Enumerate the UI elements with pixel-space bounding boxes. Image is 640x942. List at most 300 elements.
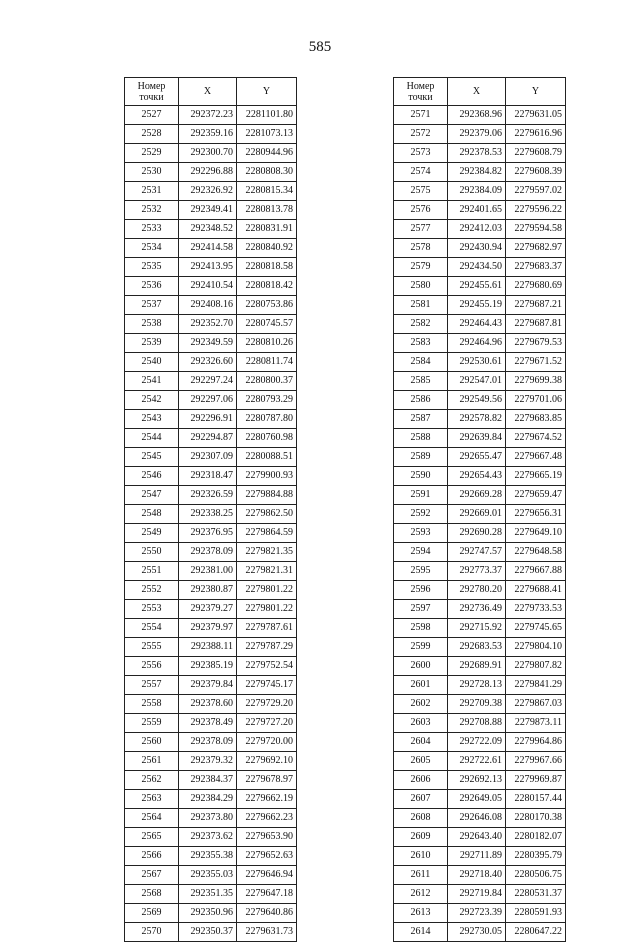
table-row: [394, 201, 566, 220]
y-coordinate-cell: 2280818.42: [237, 277, 297, 296]
table-header-row: [125, 78, 297, 106]
point-number-cell: 2564: [125, 809, 179, 828]
x-coordinate-cell: 292338.25: [179, 505, 237, 524]
y-coordinate-cell: 2279648.58: [506, 543, 566, 562]
point-number-cell: 2581: [394, 296, 448, 315]
table-row: [394, 372, 566, 391]
point-number-cell: 2589: [394, 448, 448, 467]
table-row: [125, 315, 297, 334]
y-coordinate-cell: 2279683.37: [506, 258, 566, 277]
table-row: [394, 581, 566, 600]
y-coordinate-cell: 2280753.86: [237, 296, 297, 315]
point-number-cell: 2584: [394, 353, 448, 372]
x-coordinate-cell: 292297.24: [179, 372, 237, 391]
x-coordinate-cell: 292300.70: [179, 144, 237, 163]
y-coordinate-cell: 2280810.26: [237, 334, 297, 353]
x-coordinate-cell: 292464.96: [448, 334, 506, 353]
point-number-cell: 2563: [125, 790, 179, 809]
table-row: [394, 410, 566, 429]
table-row: [125, 885, 297, 904]
x-coordinate-cell: 292669.01: [448, 505, 506, 524]
point-number-cell: 2558: [125, 695, 179, 714]
table-row: [394, 448, 566, 467]
table-row: [125, 391, 297, 410]
x-coordinate-cell: 292728.13: [448, 676, 506, 695]
y-coordinate-cell: 2279596.22: [506, 201, 566, 220]
y-coordinate-cell: 2279608.39: [506, 163, 566, 182]
x-coordinate-cell: 292711.89: [448, 847, 506, 866]
table-row: [394, 885, 566, 904]
y-coordinate-cell: 2280182.07: [506, 828, 566, 847]
point-number-cell: 2555: [125, 638, 179, 657]
table-row: [394, 239, 566, 258]
y-coordinate-cell: 2279964.86: [506, 733, 566, 752]
y-coordinate-cell: 2279733.53: [506, 600, 566, 619]
point-number-cell: 2568: [125, 885, 179, 904]
y-coordinate-cell: 2279864.59: [237, 524, 297, 543]
point-number-cell: 2595: [394, 562, 448, 581]
header-point-number: Номер точки: [125, 78, 179, 106]
table-row: [394, 866, 566, 885]
point-number-cell: 2552: [125, 581, 179, 600]
x-coordinate-cell: 292719.84: [448, 885, 506, 904]
table-row: [394, 467, 566, 486]
point-number-cell: 2575: [394, 182, 448, 201]
point-number-cell: 2540: [125, 353, 179, 372]
point-number-cell: 2538: [125, 315, 179, 334]
table-row: [394, 676, 566, 695]
point-number-cell: 2608: [394, 809, 448, 828]
y-coordinate-cell: 2279745.65: [506, 619, 566, 638]
table-row: [394, 790, 566, 809]
table-row: [125, 486, 297, 505]
table-row: [394, 600, 566, 619]
point-number-cell: 2565: [125, 828, 179, 847]
point-number-cell: 2606: [394, 771, 448, 790]
x-coordinate-cell: 292294.87: [179, 429, 237, 448]
table-row: [394, 144, 566, 163]
x-coordinate-cell: 292380.87: [179, 581, 237, 600]
table-row: [125, 106, 297, 125]
y-coordinate-cell: 2280088.51: [237, 448, 297, 467]
y-coordinate-cell: 2279821.35: [237, 543, 297, 562]
x-coordinate-cell: 292384.82: [448, 163, 506, 182]
x-coordinate-cell: 292578.82: [448, 410, 506, 429]
x-coordinate-cell: 292692.13: [448, 771, 506, 790]
table-row: [125, 296, 297, 315]
table-row: [394, 429, 566, 448]
x-coordinate-cell: 292384.37: [179, 771, 237, 790]
point-number-cell: 2580: [394, 277, 448, 296]
y-coordinate-cell: 2280815.34: [237, 182, 297, 201]
x-coordinate-cell: 292351.35: [179, 885, 237, 904]
x-coordinate-cell: 292378.53: [448, 144, 506, 163]
x-coordinate-cell: 292373.62: [179, 828, 237, 847]
y-coordinate-cell: 2280506.75: [506, 866, 566, 885]
point-number-cell: 2530: [125, 163, 179, 182]
point-number-cell: 2599: [394, 638, 448, 657]
y-coordinate-cell: 2279646.94: [237, 866, 297, 885]
x-coordinate-cell: 292646.08: [448, 809, 506, 828]
point-number-cell: 2579: [394, 258, 448, 277]
point-number-cell: 2598: [394, 619, 448, 638]
table-row: [394, 334, 566, 353]
x-coordinate-cell: 292379.97: [179, 619, 237, 638]
x-coordinate-cell: 292349.59: [179, 334, 237, 353]
table-row: [125, 144, 297, 163]
point-number-cell: 2577: [394, 220, 448, 239]
point-number-cell: 2573: [394, 144, 448, 163]
y-coordinate-cell: 2281073.13: [237, 125, 297, 144]
point-number-cell: 2576: [394, 201, 448, 220]
table-row: [394, 847, 566, 866]
table-row: [125, 790, 297, 809]
table-row: [394, 505, 566, 524]
x-coordinate-cell: 292683.53: [448, 638, 506, 657]
table-row: [125, 638, 297, 657]
y-coordinate-cell: 2279884.88: [237, 486, 297, 505]
x-coordinate-cell: 292773.37: [448, 562, 506, 581]
y-coordinate-cell: 2279683.85: [506, 410, 566, 429]
y-coordinate-cell: 2279616.96: [506, 125, 566, 144]
y-coordinate-cell: 2279631.05: [506, 106, 566, 125]
point-number-cell: 2614: [394, 923, 448, 942]
y-coordinate-cell: 2279656.31: [506, 505, 566, 524]
x-coordinate-cell: 292464.43: [448, 315, 506, 334]
coordinates-table-left: [124, 77, 297, 942]
x-coordinate-cell: 292296.88: [179, 163, 237, 182]
point-number-cell: 2559: [125, 714, 179, 733]
point-number-cell: 2587: [394, 410, 448, 429]
point-number-cell: 2571: [394, 106, 448, 125]
point-number-cell: 2591: [394, 486, 448, 505]
header-y: Y: [506, 78, 566, 106]
point-number-cell: 2536: [125, 277, 179, 296]
y-coordinate-cell: 2279687.21: [506, 296, 566, 315]
point-number-cell: 2586: [394, 391, 448, 410]
table-row: [125, 410, 297, 429]
x-coordinate-cell: 292378.09: [179, 733, 237, 752]
point-number-cell: 2613: [394, 904, 448, 923]
table-row: [125, 923, 297, 942]
table-row: [125, 201, 297, 220]
y-coordinate-cell: 2279873.11: [506, 714, 566, 733]
y-coordinate-cell: 2280840.92: [237, 239, 297, 258]
y-coordinate-cell: 2279631.73: [237, 923, 297, 942]
table-row: [394, 543, 566, 562]
table-row: [394, 315, 566, 334]
x-coordinate-cell: 292379.32: [179, 752, 237, 771]
y-coordinate-cell: 2280395.79: [506, 847, 566, 866]
header-point-number: Номер точки: [394, 78, 448, 106]
y-coordinate-cell: 2280831.91: [237, 220, 297, 239]
x-coordinate-cell: 292350.96: [179, 904, 237, 923]
y-coordinate-cell: 2279801.22: [237, 600, 297, 619]
point-number-cell: 2546: [125, 467, 179, 486]
table-row: [394, 277, 566, 296]
y-coordinate-cell: 2280531.37: [506, 885, 566, 904]
y-coordinate-cell: 2279900.93: [237, 467, 297, 486]
y-coordinate-cell: 2281101.80: [237, 106, 297, 125]
header-x: X: [179, 78, 237, 106]
table-row: [394, 182, 566, 201]
point-number-cell: 2543: [125, 410, 179, 429]
x-coordinate-cell: 292718.40: [448, 866, 506, 885]
table-row: [125, 904, 297, 923]
table-row: [394, 258, 566, 277]
x-coordinate-cell: 292780.20: [448, 581, 506, 600]
table-row: [394, 714, 566, 733]
x-coordinate-cell: 292655.47: [448, 448, 506, 467]
table-row: [125, 163, 297, 182]
x-coordinate-cell: 292349.41: [179, 201, 237, 220]
point-number-cell: 2547: [125, 486, 179, 505]
point-number-cell: 2561: [125, 752, 179, 771]
table-row: [125, 220, 297, 239]
point-number-cell: 2545: [125, 448, 179, 467]
y-coordinate-cell: 2279787.29: [237, 638, 297, 657]
table-row: [394, 695, 566, 714]
point-number-cell: 2578: [394, 239, 448, 258]
x-coordinate-cell: 292410.54: [179, 277, 237, 296]
x-coordinate-cell: 292654.43: [448, 467, 506, 486]
x-coordinate-cell: 292326.60: [179, 353, 237, 372]
y-coordinate-cell: 2279678.97: [237, 771, 297, 790]
x-coordinate-cell: 292455.19: [448, 296, 506, 315]
table-row: [125, 733, 297, 752]
table-row: [125, 505, 297, 524]
y-coordinate-cell: 2279801.22: [237, 581, 297, 600]
x-coordinate-cell: 292297.06: [179, 391, 237, 410]
x-coordinate-cell: 292715.92: [448, 619, 506, 638]
y-coordinate-cell: 2279647.18: [237, 885, 297, 904]
x-coordinate-cell: 292372.23: [179, 106, 237, 125]
coordinates-table-right: [393, 77, 566, 942]
x-coordinate-cell: 292547.01: [448, 372, 506, 391]
point-number-cell: 2566: [125, 847, 179, 866]
x-coordinate-cell: 292723.39: [448, 904, 506, 923]
y-coordinate-cell: 2280944.96: [237, 144, 297, 163]
table-row: [394, 524, 566, 543]
x-coordinate-cell: 292549.56: [448, 391, 506, 410]
point-number-cell: 2539: [125, 334, 179, 353]
y-coordinate-cell: 2279653.90: [237, 828, 297, 847]
point-number-cell: 2557: [125, 676, 179, 695]
table-row: [394, 904, 566, 923]
table-row: [394, 828, 566, 847]
x-coordinate-cell: 292722.09: [448, 733, 506, 752]
point-number-cell: 2594: [394, 543, 448, 562]
y-coordinate-cell: 2280591.93: [506, 904, 566, 923]
point-number-cell: 2549: [125, 524, 179, 543]
y-coordinate-cell: 2280745.57: [237, 315, 297, 334]
table-row: [125, 467, 297, 486]
x-coordinate-cell: 292736.49: [448, 600, 506, 619]
table-row: [125, 581, 297, 600]
x-coordinate-cell: 292326.92: [179, 182, 237, 201]
table-row: [125, 429, 297, 448]
y-coordinate-cell: 2279745.17: [237, 676, 297, 695]
x-coordinate-cell: 292730.05: [448, 923, 506, 942]
x-coordinate-cell: 292643.40: [448, 828, 506, 847]
y-coordinate-cell: 2279821.31: [237, 562, 297, 581]
x-coordinate-cell: 292708.88: [448, 714, 506, 733]
table-row: [125, 372, 297, 391]
table-row: [125, 828, 297, 847]
table-row: [394, 733, 566, 752]
table-row: [125, 600, 297, 619]
x-coordinate-cell: 292722.61: [448, 752, 506, 771]
x-coordinate-cell: 292747.57: [448, 543, 506, 562]
table-row: [125, 695, 297, 714]
table-row: [125, 657, 297, 676]
x-coordinate-cell: 292455.61: [448, 277, 506, 296]
x-coordinate-cell: 292376.95: [179, 524, 237, 543]
x-coordinate-cell: 292434.50: [448, 258, 506, 277]
page-number: 585: [308, 39, 332, 55]
x-coordinate-cell: 292296.91: [179, 410, 237, 429]
x-coordinate-cell: 292355.38: [179, 847, 237, 866]
table-row: [125, 562, 297, 581]
point-number-cell: 2560: [125, 733, 179, 752]
x-coordinate-cell: 292385.19: [179, 657, 237, 676]
x-coordinate-cell: 292384.29: [179, 790, 237, 809]
y-coordinate-cell: 2279679.53: [506, 334, 566, 353]
point-number-cell: 2541: [125, 372, 179, 391]
y-coordinate-cell: 2280793.29: [237, 391, 297, 410]
x-coordinate-cell: 292326.59: [179, 486, 237, 505]
y-coordinate-cell: 2279652.63: [237, 847, 297, 866]
x-coordinate-cell: 292408.16: [179, 296, 237, 315]
y-coordinate-cell: 2280647.22: [506, 923, 566, 942]
y-coordinate-cell: 2279687.81: [506, 315, 566, 334]
table-header-row: [394, 78, 566, 106]
y-coordinate-cell: 2279969.87: [506, 771, 566, 790]
y-coordinate-cell: 2279662.19: [237, 790, 297, 809]
point-number-cell: 2550: [125, 543, 179, 562]
point-number-cell: 2574: [394, 163, 448, 182]
point-number-cell: 2607: [394, 790, 448, 809]
point-number-cell: 2596: [394, 581, 448, 600]
point-number-cell: 2611: [394, 866, 448, 885]
point-number-cell: 2585: [394, 372, 448, 391]
table-row: [394, 809, 566, 828]
table-row: [125, 866, 297, 885]
table-row: [125, 258, 297, 277]
x-coordinate-cell: 292430.94: [448, 239, 506, 258]
y-coordinate-cell: 2279807.82: [506, 657, 566, 676]
y-coordinate-cell: 2280157.44: [506, 790, 566, 809]
point-number-cell: 2529: [125, 144, 179, 163]
point-number-cell: 2551: [125, 562, 179, 581]
table-row: [125, 714, 297, 733]
y-coordinate-cell: 2280808.30: [237, 163, 297, 182]
x-coordinate-cell: 292690.28: [448, 524, 506, 543]
x-coordinate-cell: 292379.06: [448, 125, 506, 144]
table-row: [394, 562, 566, 581]
y-coordinate-cell: 2279640.86: [237, 904, 297, 923]
table-row: [125, 448, 297, 467]
table-row: [394, 657, 566, 676]
y-coordinate-cell: 2279867.03: [506, 695, 566, 714]
table-row: [125, 847, 297, 866]
header-x: X: [448, 78, 506, 106]
x-coordinate-cell: 292414.58: [179, 239, 237, 258]
point-number-cell: 2612: [394, 885, 448, 904]
table-row: [125, 239, 297, 258]
table-row: [125, 334, 297, 353]
point-number-cell: 2572: [394, 125, 448, 144]
y-coordinate-cell: 2279727.20: [237, 714, 297, 733]
point-number-cell: 2569: [125, 904, 179, 923]
x-coordinate-cell: 292359.16: [179, 125, 237, 144]
y-coordinate-cell: 2279692.10: [237, 752, 297, 771]
x-coordinate-cell: 292379.84: [179, 676, 237, 695]
point-number-cell: 2602: [394, 695, 448, 714]
table-row: [125, 771, 297, 790]
point-number-cell: 2527: [125, 106, 179, 125]
table-row: [394, 106, 566, 125]
x-coordinate-cell: 292649.05: [448, 790, 506, 809]
table-row: [125, 619, 297, 638]
point-number-cell: 2593: [394, 524, 448, 543]
table-row: [394, 163, 566, 182]
table-row: [394, 638, 566, 657]
x-coordinate-cell: 292413.95: [179, 258, 237, 277]
table-row: [125, 809, 297, 828]
x-coordinate-cell: 292401.65: [448, 201, 506, 220]
y-coordinate-cell: 2279804.10: [506, 638, 566, 657]
y-coordinate-cell: 2279594.58: [506, 220, 566, 239]
x-coordinate-cell: 292318.47: [179, 467, 237, 486]
table-row: [394, 923, 566, 942]
point-number-cell: 2582: [394, 315, 448, 334]
table-row: [394, 296, 566, 315]
y-coordinate-cell: 2279967.66: [506, 752, 566, 771]
point-number-cell: 2601: [394, 676, 448, 695]
y-coordinate-cell: 2279787.61: [237, 619, 297, 638]
y-coordinate-cell: 2279680.69: [506, 277, 566, 296]
x-coordinate-cell: 292379.27: [179, 600, 237, 619]
y-coordinate-cell: 2280800.37: [237, 372, 297, 391]
point-number-cell: 2544: [125, 429, 179, 448]
point-number-cell: 2570: [125, 923, 179, 942]
y-coordinate-cell: 2280760.98: [237, 429, 297, 448]
point-number-cell: 2534: [125, 239, 179, 258]
x-coordinate-cell: 292384.09: [448, 182, 506, 201]
y-coordinate-cell: 2279667.88: [506, 562, 566, 581]
y-coordinate-cell: 2279682.97: [506, 239, 566, 258]
x-coordinate-cell: 292689.91: [448, 657, 506, 676]
x-coordinate-cell: 292381.00: [179, 562, 237, 581]
y-coordinate-cell: 2279729.20: [237, 695, 297, 714]
point-number-cell: 2604: [394, 733, 448, 752]
point-number-cell: 2590: [394, 467, 448, 486]
point-number-cell: 2567: [125, 866, 179, 885]
y-coordinate-cell: 2279662.23: [237, 809, 297, 828]
y-coordinate-cell: 2279597.02: [506, 182, 566, 201]
y-coordinate-cell: 2280818.58: [237, 258, 297, 277]
x-coordinate-cell: 292307.09: [179, 448, 237, 467]
x-coordinate-cell: 292373.80: [179, 809, 237, 828]
point-number-cell: 2609: [394, 828, 448, 847]
point-number-cell: 2548: [125, 505, 179, 524]
table-row: [125, 182, 297, 201]
x-coordinate-cell: 292355.03: [179, 866, 237, 885]
x-coordinate-cell: 292348.52: [179, 220, 237, 239]
x-coordinate-cell: 292378.49: [179, 714, 237, 733]
y-coordinate-cell: 2279674.52: [506, 429, 566, 448]
